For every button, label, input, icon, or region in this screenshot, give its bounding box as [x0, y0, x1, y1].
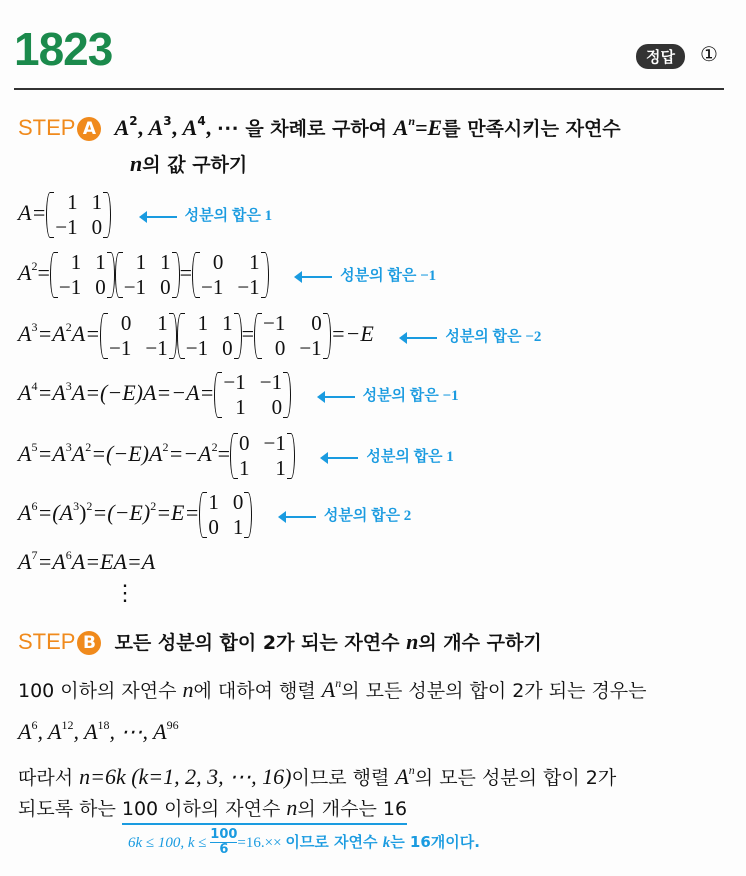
math-fragment: 2 — [86, 499, 93, 514]
math-fragment: 12 — [61, 718, 74, 732]
math-fragment: , ⋯ — [205, 115, 239, 140]
math-fragment: =E= — [156, 500, 200, 526]
math-fragment: A — [18, 380, 32, 406]
footnote — [128, 828, 480, 857]
math-fragment: A — [18, 260, 32, 286]
math-fragment: =A — [37, 380, 66, 406]
math-fragment: 2 — [129, 114, 138, 128]
math-fragment: 3 — [31, 320, 38, 335]
math-fragment: , A — [37, 719, 62, 744]
vertical-dots: ⋮ — [114, 580, 136, 605]
math-fragment: 0 — [91, 215, 103, 239]
math-fragment: −1 — [123, 275, 147, 299]
math-fragment: 성분의 합은 −1 — [362, 388, 459, 405]
math-fragment: 100 이하의 자연수 — [18, 680, 183, 702]
math-fragment — [296, 268, 436, 284]
math-fragment: A — [321, 677, 336, 702]
math-fragment: 6 — [65, 548, 72, 562]
math-fragment: = — [241, 321, 254, 347]
math-fragment: A — [18, 719, 32, 744]
math-fragment: A=(−E)A=−A= — [71, 380, 215, 406]
math-fragment: = — [37, 260, 50, 286]
math-fragment: 3 — [73, 499, 80, 514]
matrix — [46, 190, 111, 240]
math-fragment: 1 — [235, 395, 246, 419]
math-fragment: 1 — [275, 456, 286, 480]
math-fragment: =(−E) — [92, 500, 151, 526]
math-fragment: 성분의 합은 −2 — [445, 329, 542, 346]
math-fragment: 6 — [31, 499, 38, 514]
math-fragment: 1 — [197, 311, 209, 335]
answer-badge: 정답 — [636, 44, 685, 69]
math-fragment: =16.×× — [237, 835, 286, 851]
matrix — [177, 311, 242, 361]
math-fragment: −1 — [263, 311, 286, 335]
math-fragment: n=6k (k=1, 2, 3, ⋯, 16) — [79, 764, 292, 789]
math-fragment: , ⋯, A — [109, 719, 167, 744]
step-b-title — [114, 629, 542, 654]
equation-a6 — [18, 490, 411, 540]
matrix — [254, 311, 331, 361]
math-fragment: 5 — [31, 440, 38, 455]
math-fragment: 4 — [197, 114, 206, 128]
math-fragment: 에 대하여 행렬 — [193, 680, 322, 702]
math-fragment: 0 — [212, 250, 224, 274]
problem-number: 1823 — [14, 23, 113, 75]
math-fragment: A — [18, 500, 32, 526]
matrix — [230, 431, 295, 481]
math-fragment: 1 — [249, 250, 260, 274]
math-fragment: A — [18, 321, 32, 347]
math-fragment: A — [114, 115, 130, 140]
math-fragment: 0 — [311, 311, 322, 335]
math-fragment: 100 — [210, 827, 238, 842]
math-fragment: 3 — [163, 114, 172, 128]
math-fragment: 100 이하의 자연수 — [121, 798, 287, 820]
math-fragment: n — [408, 763, 415, 777]
math-fragment: n — [130, 151, 143, 176]
math-fragment: 따라서 — [18, 767, 80, 789]
math-fragment: =(−E)A — [91, 441, 163, 467]
math-fragment: 18 — [97, 718, 110, 732]
math-fragment: −1 — [263, 431, 286, 455]
math-fragment: 의 모든 성분의 합이 2가 — [414, 767, 617, 789]
math-fragment — [322, 449, 453, 465]
body-paragraph-3 — [18, 794, 407, 821]
step-b-badge: B — [77, 631, 101, 655]
math-fragment — [319, 388, 459, 404]
math-fragment: 이므로 행렬 — [291, 767, 396, 789]
math-fragment: 3 — [65, 379, 72, 394]
step-a-title — [114, 114, 621, 140]
math-fragment: , A — [73, 719, 98, 744]
math-fragment: A — [395, 764, 409, 789]
math-fragment: 의 개수 구하기 — [418, 632, 542, 654]
step-a-heading — [18, 114, 621, 141]
math-fragment: =(A — [37, 500, 74, 526]
math-fragment: 1 — [208, 490, 219, 514]
matrix — [214, 370, 291, 420]
math-fragment: A — [148, 115, 164, 140]
arrow-left-icon — [280, 516, 316, 518]
math-fragment: A= — [71, 321, 101, 347]
math-fragment: 1 — [67, 190, 78, 214]
math-fragment: ) — [79, 500, 87, 526]
math-fragment: A=EA=A — [71, 549, 156, 574]
math-fragment: 7 — [31, 548, 38, 562]
math-fragment: −1 — [299, 336, 322, 360]
arrow-left-icon — [401, 337, 437, 339]
math-fragment: =−E — [330, 321, 374, 347]
arrow-left-icon — [141, 216, 177, 218]
math-fragment: −1 — [223, 370, 246, 394]
math-fragment: n — [182, 677, 194, 702]
step-a-badge: A — [77, 117, 101, 141]
math-fragment: 2 — [150, 499, 157, 514]
underlined-conclusion — [121, 795, 408, 825]
math-fragment: A — [182, 115, 198, 140]
math-fragment: 성분의 합은 1 — [184, 208, 273, 225]
math-fragment: A — [393, 115, 409, 140]
step-a-title-line2 — [130, 150, 247, 177]
equation-a2 — [18, 250, 436, 300]
math-fragment: 1 — [160, 250, 171, 274]
math-fragment: 1 — [239, 456, 250, 480]
matrix — [199, 490, 252, 540]
math-fragment: =E — [415, 115, 443, 140]
math-fragment: 1 — [232, 515, 244, 539]
math-fragment — [401, 329, 541, 345]
math-fragment: −1 — [109, 336, 132, 360]
math-fragment: 의 개수는 16 — [297, 798, 408, 820]
math-fragment: 6 — [31, 718, 38, 732]
body-paragraph-2 — [18, 763, 616, 790]
math-fragment: −1 — [200, 275, 224, 299]
math-fragment: 1 — [222, 311, 233, 335]
math-fragment: 2 — [31, 259, 38, 274]
math-fragment: A — [18, 441, 32, 467]
math-fragment: 0 — [271, 395, 283, 419]
body-paragraph-1 — [18, 676, 647, 703]
arrow-left-icon — [296, 276, 332, 278]
math-fragment: 는 16개이다. — [390, 833, 480, 851]
math-fragment: n — [406, 629, 419, 654]
math-fragment: 4 — [31, 379, 38, 394]
math-fragment: −1 — [55, 215, 78, 239]
math-fragment: 2 — [85, 440, 92, 455]
equation-a — [18, 190, 272, 240]
math-fragment: , — [171, 115, 183, 140]
math-fragment — [141, 208, 272, 224]
math-fragment: A — [18, 549, 32, 574]
math-fragment — [280, 508, 411, 524]
math-fragment: 0 — [208, 515, 219, 539]
math-fragment: −1 — [237, 275, 260, 299]
math-fragment: 성분의 합은 2 — [323, 508, 412, 525]
math-fragment: =A — [37, 549, 66, 574]
math-fragment: 0 — [222, 336, 233, 360]
math-fragment: 1 — [70, 250, 82, 274]
math-fragment: 6k ≤ 100, k ≤ — [128, 835, 211, 851]
math-fragment: A — [71, 441, 86, 467]
step-label: STEP — [18, 629, 76, 654]
math-fragment: 0 — [239, 431, 250, 455]
math-fragment: 이므로 자연수 — [285, 833, 383, 851]
math-fragment: =−A — [168, 441, 212, 467]
math-fragment: 모든 성분의 합이 2가 되는 자연수 — [114, 632, 407, 654]
step-b-heading — [18, 628, 542, 655]
math-fragment — [210, 828, 237, 857]
math-fragment: −1 — [145, 336, 168, 360]
math-fragment: 1 — [91, 190, 103, 214]
math-fragment: 2 — [162, 440, 169, 455]
math-fragment: 1 — [95, 250, 106, 274]
equation-a5 — [18, 431, 454, 481]
math-fragment: −1 — [185, 336, 209, 360]
math-fragment: 성분의 합은 −1 — [340, 268, 437, 285]
body-sequence — [18, 718, 179, 745]
matrix — [115, 250, 180, 300]
math-fragment: n — [408, 114, 416, 128]
math-fragment: −1 — [259, 370, 283, 394]
math-fragment: 96 — [166, 718, 179, 732]
equation-a4 — [18, 370, 459, 420]
arrow-left-icon — [319, 396, 355, 398]
math-fragment: n — [286, 795, 298, 820]
math-fragment: 2 — [211, 440, 218, 455]
math-fragment: 0 — [232, 490, 244, 514]
math-fragment: 0 — [120, 311, 132, 335]
matrix — [50, 250, 115, 300]
header-divider — [14, 88, 724, 90]
math-fragment: 성분의 합은 1 — [366, 449, 454, 466]
math-fragment: 2 — [65, 320, 72, 335]
answer-value: ① — [700, 42, 718, 66]
math-fragment: = — [179, 260, 192, 286]
matrix — [192, 250, 269, 300]
math-fragment: 의 값 구하기 — [142, 154, 248, 176]
math-fragment: 을 차례로 구하여 — [238, 118, 394, 140]
step-label: STEP — [18, 115, 76, 140]
math-fragment: 되도록 하는 — [18, 798, 122, 820]
math-fragment: 6 — [219, 842, 229, 857]
math-fragment: −1 — [58, 275, 82, 299]
math-fragment: n — [335, 676, 342, 690]
math-fragment: 1 — [135, 250, 147, 274]
math-fragment: = — [217, 441, 230, 467]
arrow-left-icon — [322, 457, 358, 459]
matrix — [100, 311, 177, 361]
math-fragment: A= — [18, 200, 47, 226]
math-fragment: =A — [37, 321, 66, 347]
math-fragment: 0 — [160, 275, 171, 299]
math-fragment: 0 — [274, 336, 286, 360]
math-fragment: 0 — [95, 275, 106, 299]
math-fragment: =A — [37, 441, 66, 467]
math-fragment: 1 — [157, 311, 168, 335]
math-fragment: 의 모든 성분의 합이 2가 되는 경우는 — [341, 680, 647, 702]
equation-a3 — [18, 311, 541, 361]
equation-a7 — [18, 548, 155, 575]
math-fragment: k — [382, 835, 391, 851]
math-fragment: 3 — [65, 440, 72, 455]
math-fragment: 를 만족시키는 자연수 — [442, 118, 621, 140]
math-fragment: , — [137, 115, 149, 140]
